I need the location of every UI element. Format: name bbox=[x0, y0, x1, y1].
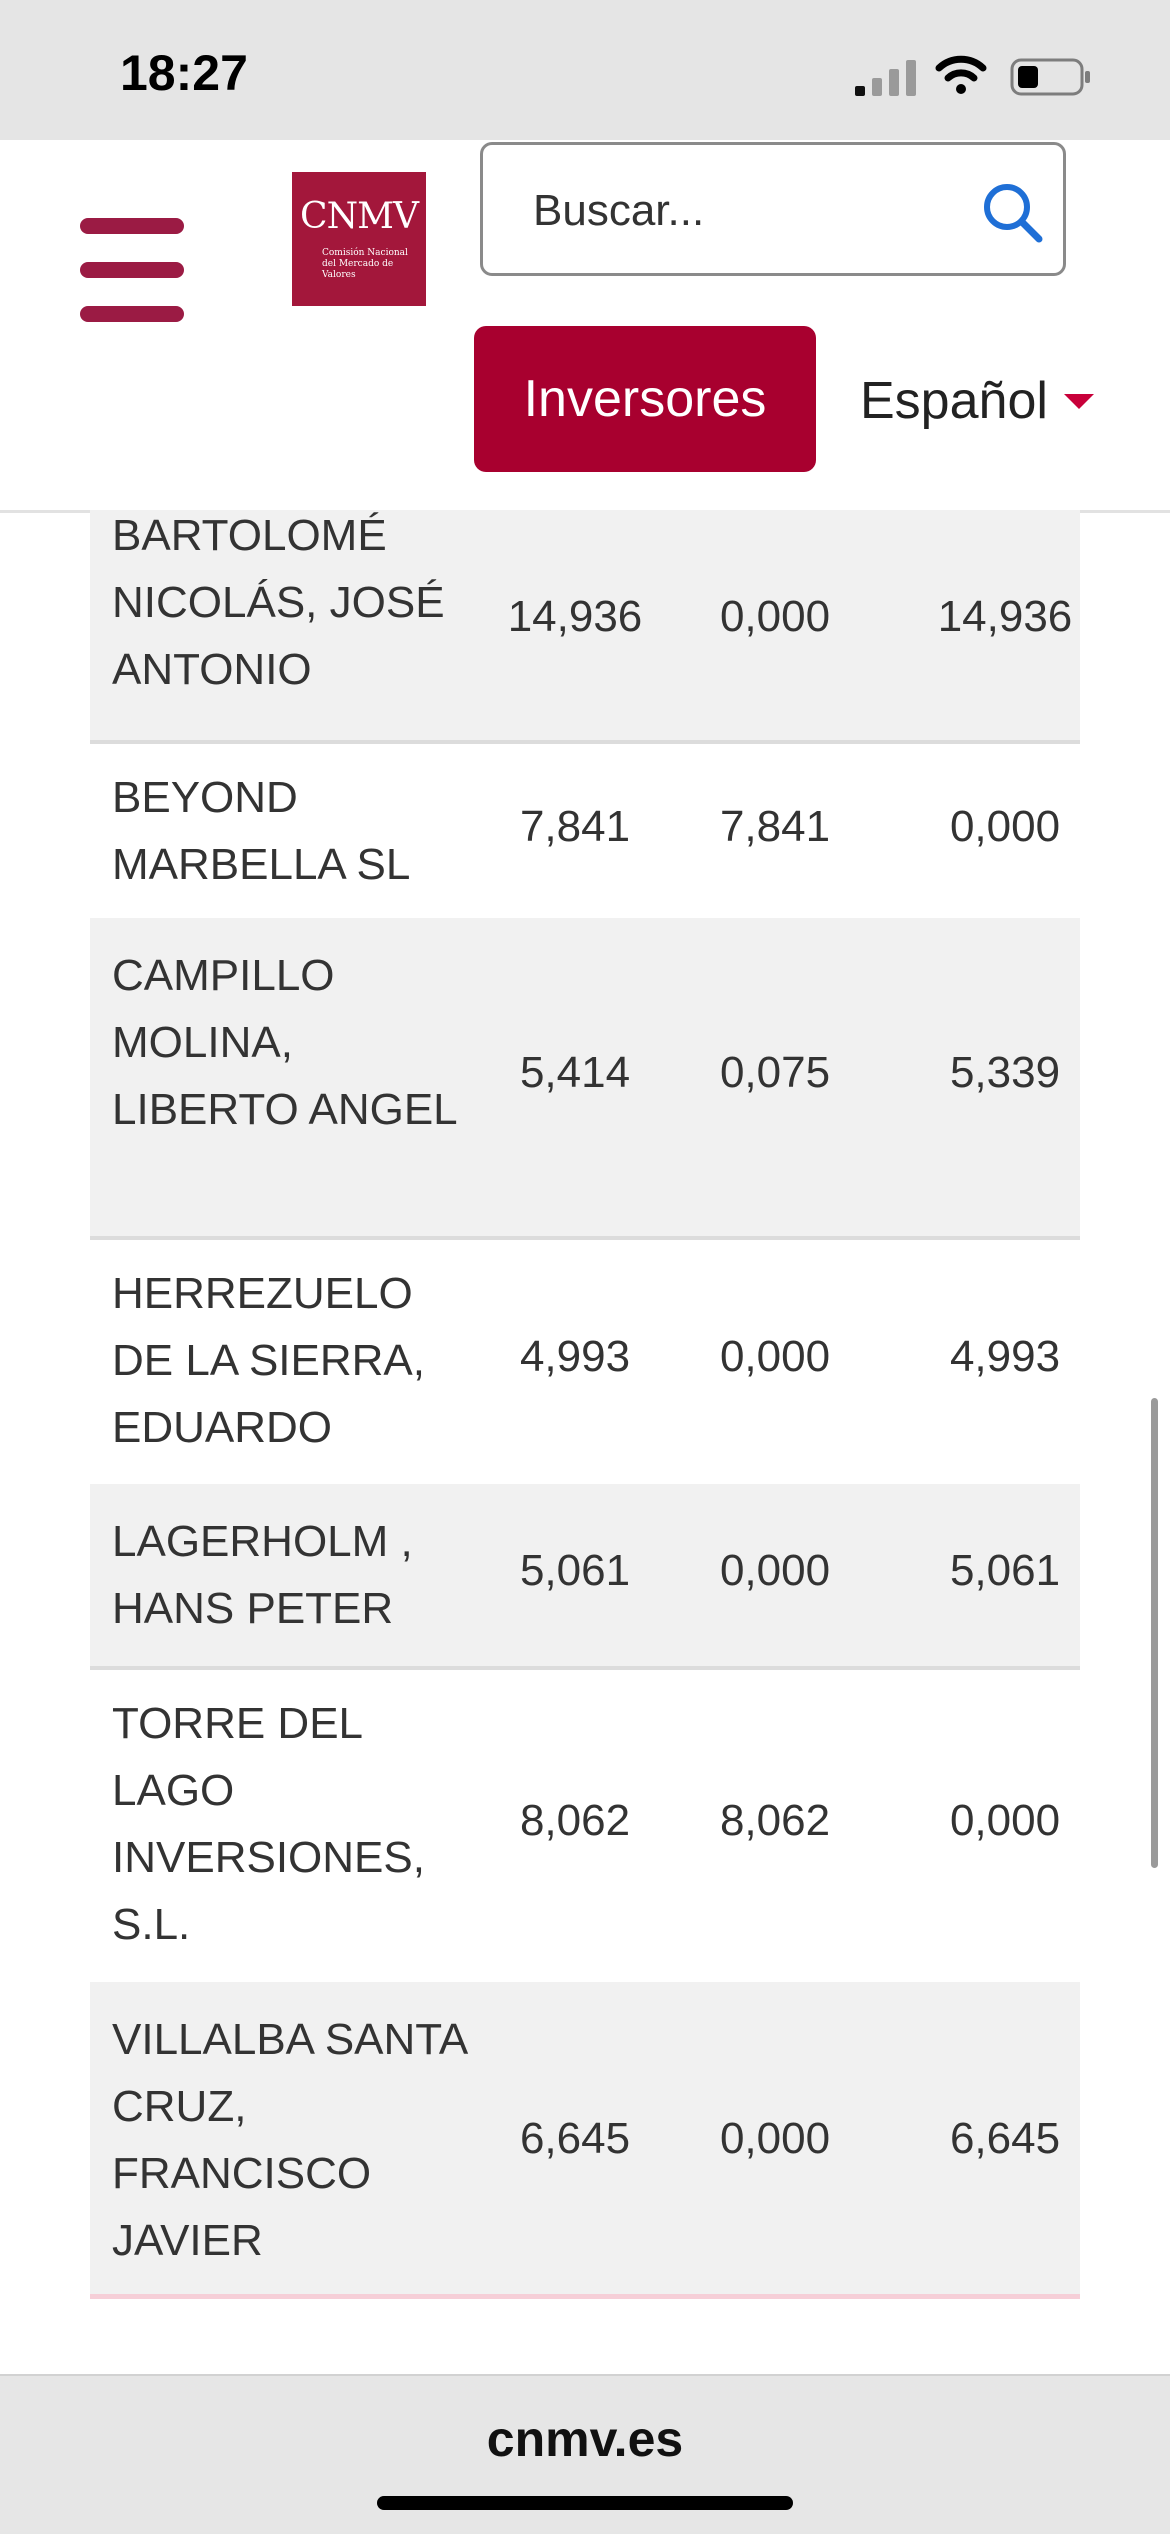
search-input[interactable] bbox=[531, 175, 975, 247]
status-time: 18:27 bbox=[120, 45, 248, 101]
value-direct: 0,000 bbox=[719, 2114, 831, 2163]
value-indirect: 5,339 bbox=[949, 1048, 1061, 1097]
shareholders-table bbox=[90, 510, 1080, 2298]
value-total: 5,061 bbox=[519, 1546, 631, 1595]
url-label[interactable]: cnmv.es bbox=[486, 2411, 684, 2467]
table-bottom-border bbox=[90, 2294, 1080, 2299]
holder-name: BARTOLOMÉ NICOLÁS, JOSÉ ANTONIO bbox=[112, 511, 445, 694]
value-direct: 0,000 bbox=[719, 592, 831, 641]
scrollbar[interactable] bbox=[1151, 1398, 1158, 1868]
browser-bottom-bar bbox=[0, 2374, 1170, 2534]
value-total: 5,414 bbox=[519, 1048, 631, 1097]
caret-down-icon bbox=[1064, 394, 1094, 409]
value-indirect: 14,936 bbox=[937, 592, 1073, 641]
value-direct: 8,062 bbox=[719, 1796, 831, 1845]
site-header bbox=[0, 140, 1170, 513]
holder-name: CAMPILLO MOLINA, LIBERTO ANGEL bbox=[112, 951, 458, 1134]
home-indicator[interactable] bbox=[377, 2496, 793, 2510]
value-total: 8,062 bbox=[519, 1796, 631, 1845]
menu-icon bbox=[80, 218, 184, 234]
value-indirect: 5,061 bbox=[949, 1546, 1061, 1595]
value-direct: 0,000 bbox=[719, 1546, 831, 1595]
menu-button[interactable] bbox=[80, 218, 190, 328]
holder-name: VILLALBA SANTA CRUZ, FRANCISCO JAVIER bbox=[112, 2015, 466, 2265]
language-select[interactable] bbox=[860, 356, 1094, 446]
holder-name: LAGERHOLM , HANS PETER bbox=[112, 1517, 413, 1633]
holder-name: HERREZUELO DE LA SIERRA, EDUARDO bbox=[112, 1269, 426, 1452]
language-label: Español bbox=[860, 372, 1048, 430]
table-row bbox=[90, 1982, 1080, 2298]
menu-icon-bar bbox=[80, 262, 184, 278]
value-direct: 0,000 bbox=[719, 1332, 831, 1381]
value-total: 6,645 bbox=[519, 2114, 631, 2163]
search-box bbox=[480, 142, 1066, 276]
signal-icon bbox=[855, 58, 917, 96]
holder-name: TORRE DEL LAGO INVERSIONES, S.L. bbox=[112, 1699, 425, 1949]
value-indirect: 0,000 bbox=[949, 802, 1061, 851]
logo-title: CNMV bbox=[300, 196, 418, 237]
value-indirect: 0,000 bbox=[949, 1796, 1061, 1845]
table-row bbox=[90, 1666, 1080, 1986]
table-row bbox=[90, 740, 1080, 922]
status-bar bbox=[0, 0, 1170, 140]
value-indirect: 6,645 bbox=[949, 2114, 1061, 2163]
value-direct: 7,841 bbox=[719, 802, 831, 851]
value-indirect: 4,993 bbox=[949, 1332, 1061, 1381]
battery-icon bbox=[1010, 58, 1092, 96]
table-row bbox=[90, 918, 1080, 1240]
cnmv-logo[interactable] bbox=[292, 172, 426, 306]
value-total: 7,841 bbox=[519, 802, 631, 851]
logo-subtitle: Comisión Nacional del Mercado de Valores bbox=[322, 248, 408, 280]
wifi-icon bbox=[935, 54, 987, 96]
search-icon[interactable] bbox=[981, 181, 1045, 245]
menu-icon-bar bbox=[80, 306, 184, 322]
tab-inversores[interactable]: Inversores bbox=[474, 326, 816, 472]
table-row bbox=[90, 510, 1080, 744]
value-total: 4,993 bbox=[519, 1332, 631, 1381]
table-row bbox=[90, 1484, 1080, 1670]
table-row bbox=[90, 1236, 1080, 1488]
value-direct: 0,075 bbox=[719, 1048, 831, 1097]
holder-name: BEYOND MARBELLA SL bbox=[112, 773, 411, 889]
value-total: 14,936 bbox=[507, 592, 643, 641]
